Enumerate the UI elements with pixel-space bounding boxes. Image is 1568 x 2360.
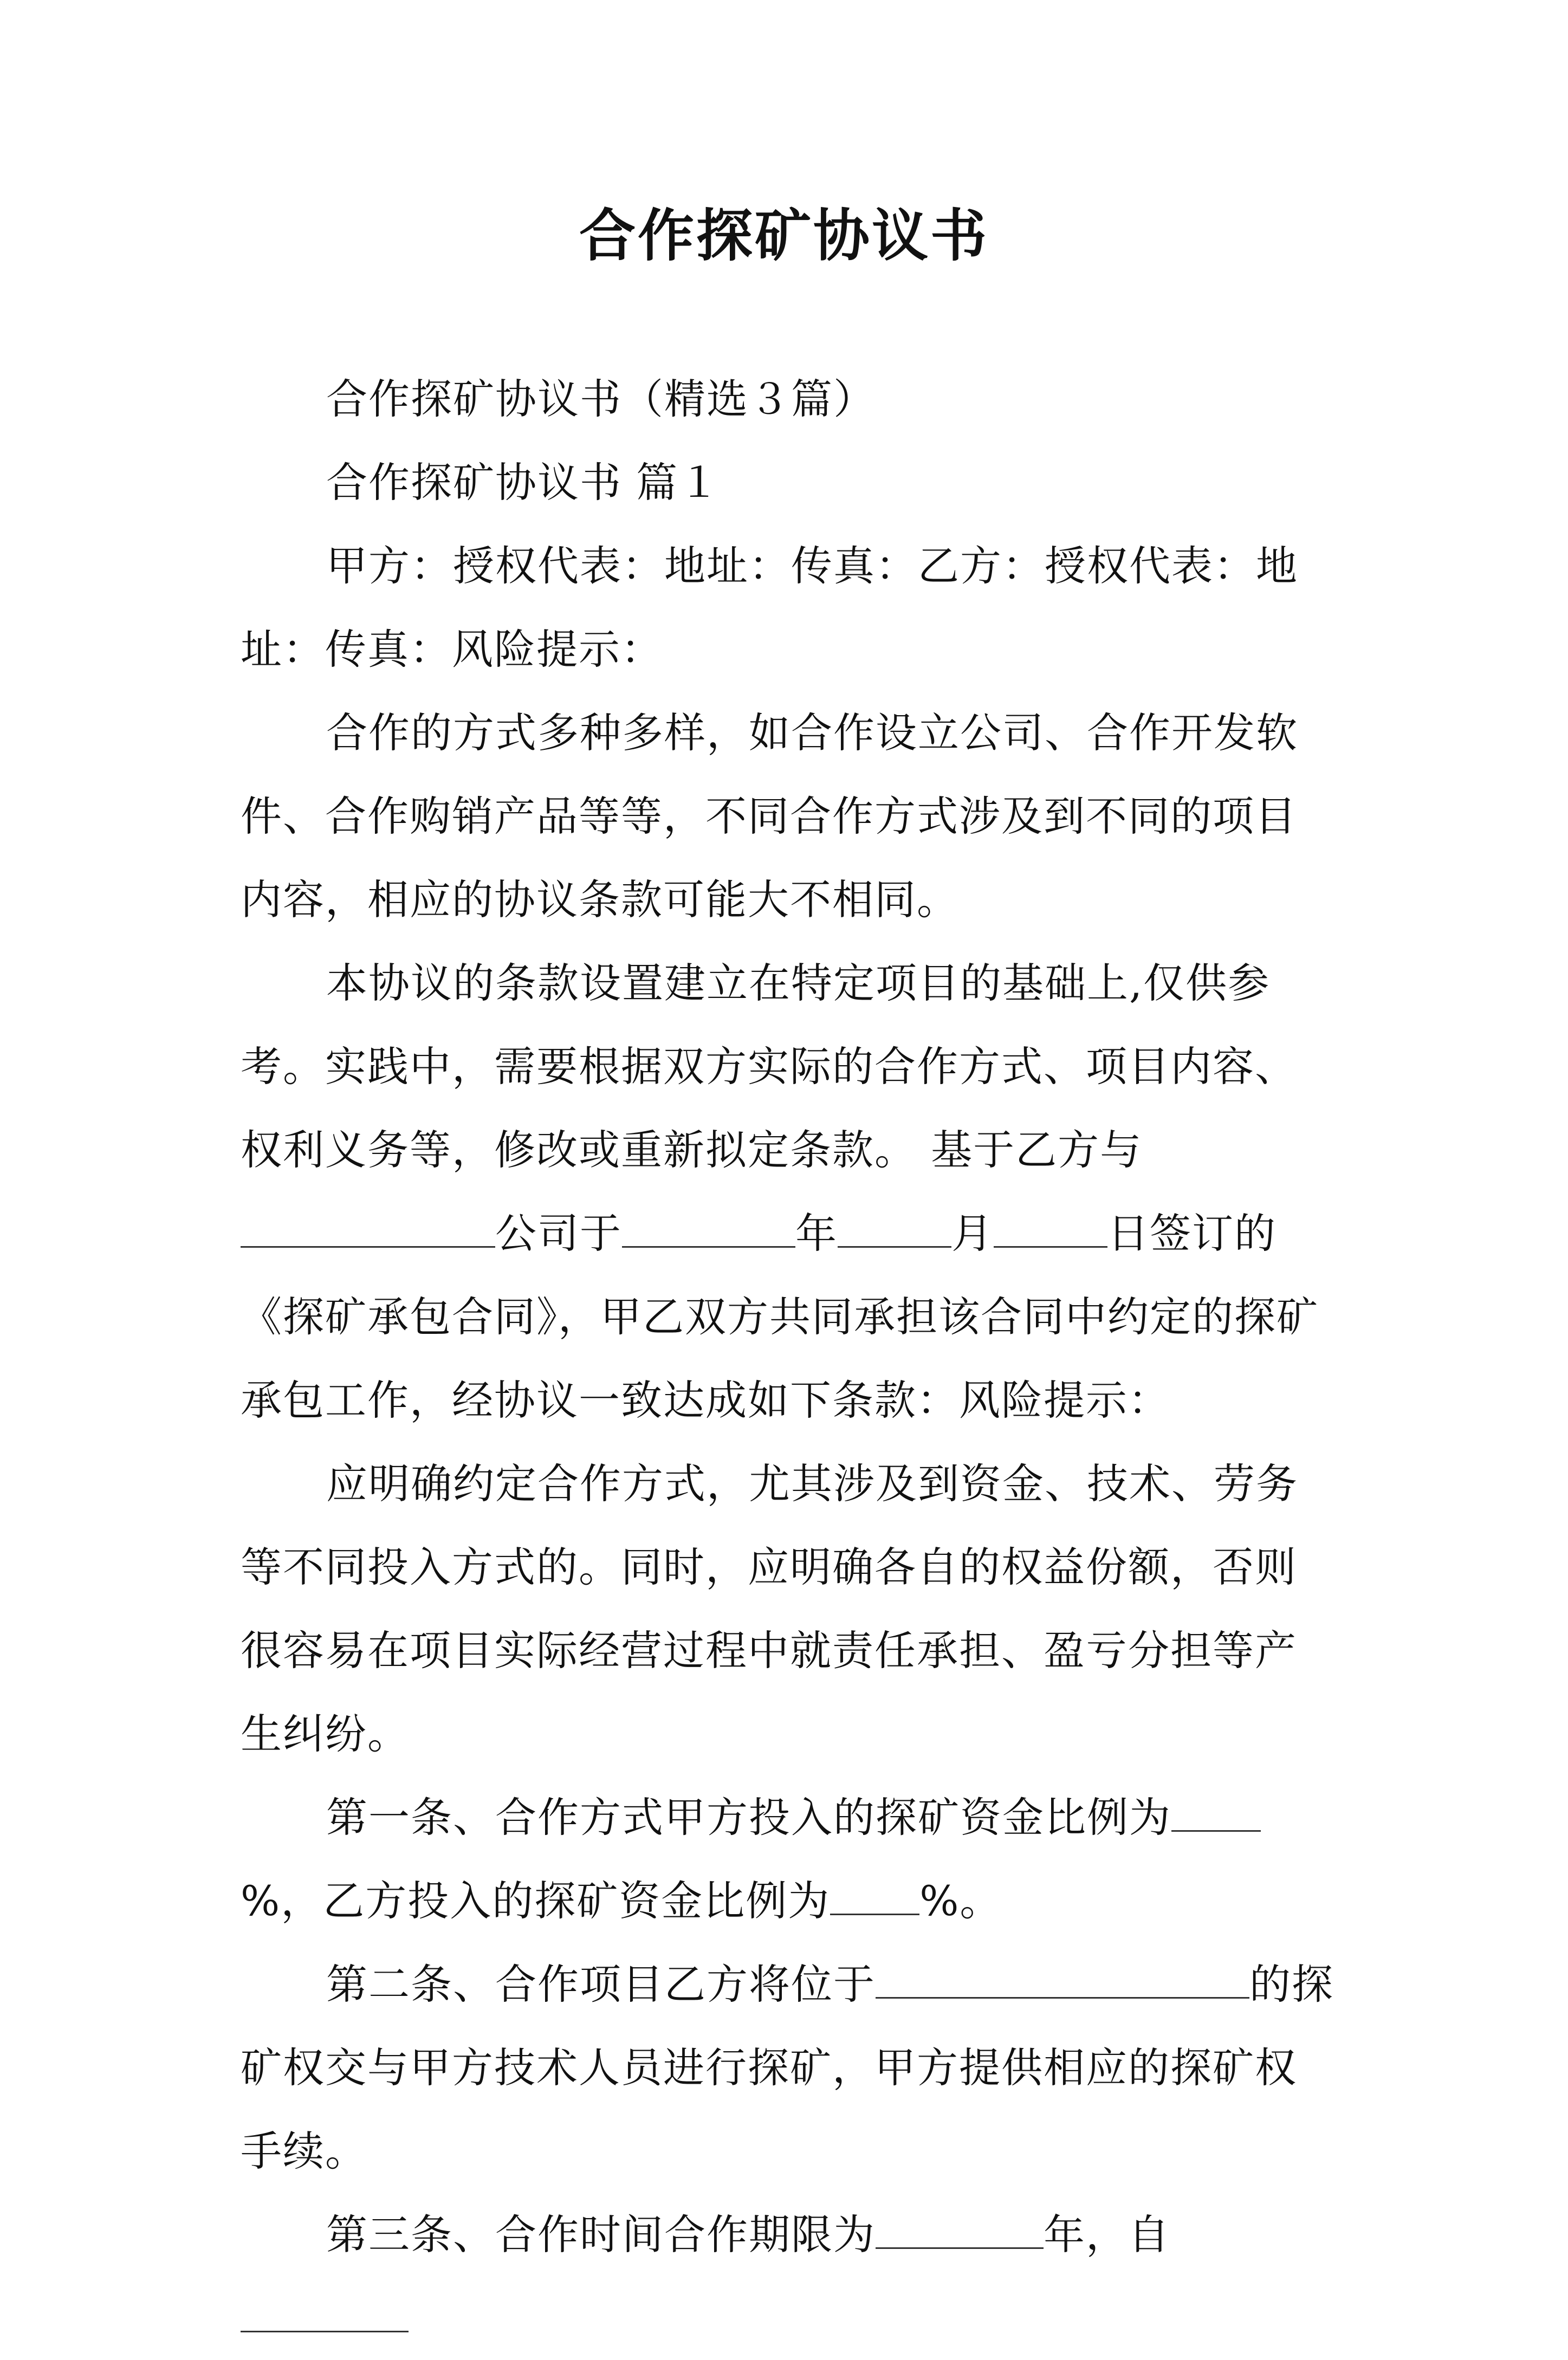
text-segment: 第三条、合作时间合作期限为 <box>326 2210 876 2259</box>
paragraph-article-1 <box>241 1776 1335 1943</box>
blank-year <box>622 1211 795 1248</box>
paragraph-cooperation-intro: 合作的方式多种多样，如合作设立公司、合作开发软件、合作购销产品等等，不同合作方式涉及到不同的项目内容，相应的协议条款可能大不相同。 <box>241 709 1298 924</box>
paragraph-section-heading: 合作探矿协议书 篇１ <box>326 458 721 507</box>
text-segment: 公司于 <box>495 1209 622 1257</box>
blank-company-name <box>241 1211 495 1248</box>
blank-location <box>876 1962 1249 1999</box>
document-title: 合作探矿协议书 <box>579 202 989 269</box>
text-segment: 的探矿权交与甲方技术人员进行探矿，甲方提供相应的探矿权手续。 <box>241 1960 1334 2175</box>
paragraph-subtitle: 合作探矿协议书（精选３篇） <box>326 375 876 423</box>
text-segment: 月 <box>951 1209 994 1257</box>
paragraph-article-2 <box>241 1943 1335 2193</box>
blank-month <box>838 1211 951 1248</box>
blank-start-date <box>241 2296 409 2332</box>
document-body <box>241 358 1335 2360</box>
paragraph-agreement-basis <box>241 942 1335 1442</box>
blank-day <box>994 1211 1107 1248</box>
paragraph-article-3 <box>241 2193 1335 2360</box>
text-segment: %。 <box>919 1877 1002 1925</box>
text-segment: 年，自 <box>1044 2210 1170 2259</box>
blank-party-a-ratio <box>1171 1795 1261 1832</box>
text-segment: %，乙方投入的探矿资金比例为 <box>241 1877 831 1925</box>
text-segment: 日签订的《探矿承包合同》，甲乙双方共同承担该合同中约定的探矿承包工作，经协议一致达成如下条款：风险提示： <box>241 1209 1319 1424</box>
blank-party-b-ratio <box>830 1879 919 1915</box>
paragraph-parties: 甲方：授权代表：地址：传真：乙方：授权代表：地址：传真：风险提示： <box>241 542 1298 673</box>
paragraph-risk-note: 应明确约定合作方式，尤其涉及到资金、技术、劳务等不同投入方式的。同时，应明确各自的权益份额，否则很容易在项目实际经营过程中就责任承担、盈亏分担等产生纠纷。 <box>241 1460 1298 1758</box>
blank-term-years <box>876 2213 1044 2249</box>
text-segment: 第二条、合作项目乙方将位于 <box>326 1960 876 2008</box>
text-segment: 本协议的条款设置建立在特定项目的基础上,仅供参考。实践中，需要根据双方实际的合作方式、项目内容、权利义务等，修改或重新拟定条款。 基于乙方与 <box>241 959 1297 1174</box>
text-segment: 第一条、合作方式甲方投入的探矿资金比例为 <box>326 1793 1171 1842</box>
text-segment: 年 <box>795 1209 838 1257</box>
